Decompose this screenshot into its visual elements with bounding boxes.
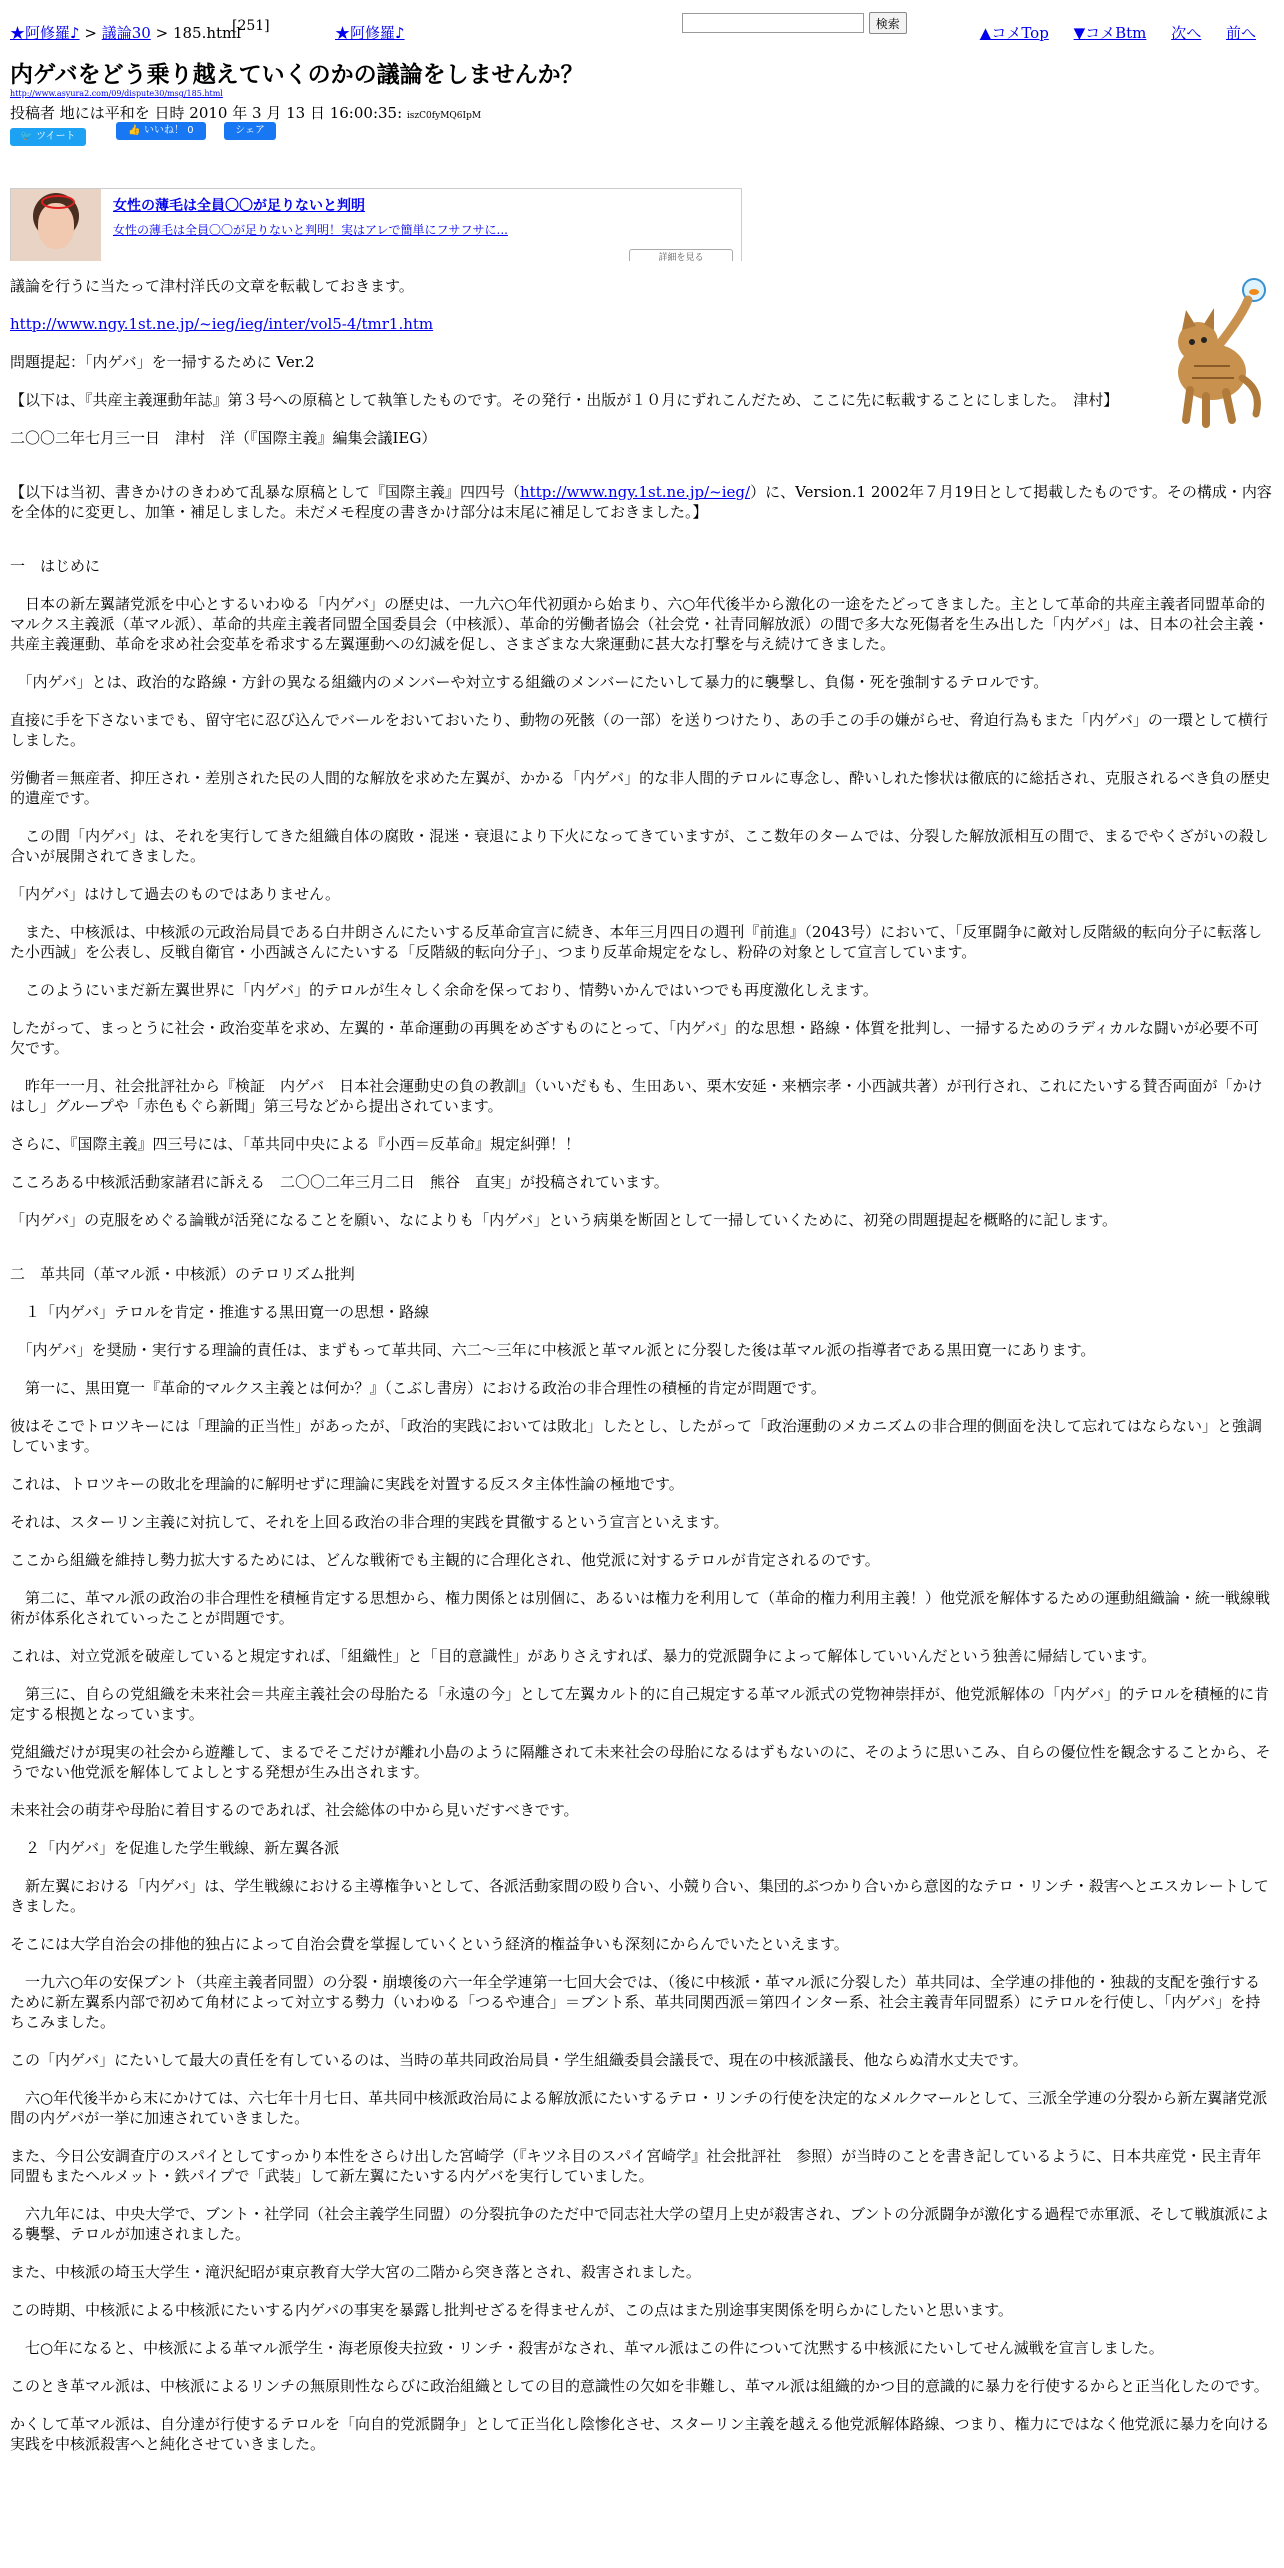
section-heading: 二 革共同（革マル派・中核派）のテロリズム批判 <box>10 1265 355 1283</box>
ad-banner[interactable] <box>10 188 742 261</box>
breadcrumb-home-link[interactable]: ★阿修羅♪ <box>10 24 80 42</box>
subsection-heading: １「内ゲバ」テロルを肯定・推進する黒田寛一の思想・路線 <box>10 1303 430 1321</box>
post-meta <box>10 102 481 123</box>
next-link[interactable]: 次へ <box>1171 24 1202 42</box>
like-label: いいね！ 0 <box>144 125 194 136</box>
paragraph: かくして革マル派は、自分達が行使するテロルを「向自的党派闘争」として正当化し陰惨化させ、スターリン主義を越える他党派解体路線、つまり、権力にではなく他党派に暴力を向ける実践を中核派殺害へと純化させていきました。 <box>10 2415 1270 2453</box>
thumbs-up-icon: 👍 <box>128 125 141 136</box>
paragraph: また、中核派の埼玉大学生・滝沢紀昭が東京教育大学大宮の二階から突き落とされ、殺害されました。 <box>10 2263 701 2281</box>
source-link[interactable]: http://www.ngy.1st.ne.jp/~ieg/ieg/inter/vol5-4/tmr1.htm <box>10 315 434 333</box>
paragraph: 第一に、黒田寛一『革命的マルクス主義とは何か？』（こぶし書房）における政治の非合理性の積極的肯定が問題です。 <box>10 1379 826 1397</box>
ad-image <box>11 189 101 261</box>
paragraph: また、中核派は、中核派の元政治局員である白井朗さんにたいする反革命宣言に続き、本年三月四日の週刊『前進』（2043号）において、「反軍闘争に敵対し反階級的転向分子に転落した小西誠」を公表し、反戦自衛官・小西誠さんにたいする「反階級的転向分子」、つまり反革命規定をなし、粉砕の対象として宣言しています。 <box>10 923 1263 961</box>
tweet-label: ツイート <box>36 131 76 142</box>
paragraph: これは、トロツキーの敗北を理論的に解明せずに理論に実践を対置する反スタ主体性論の極地です。 <box>10 1475 684 1493</box>
paragraph-text: 【以下は当初、書きかけのきわめて乱暴な原稿として『国際主義』四四号（ <box>10 483 521 501</box>
page-title: 内ゲバをどう乗り越えていくのかの議論をしませんか？ <box>10 61 584 88</box>
paragraph: 党組織だけが現実の社会から遊離して、まるでそこだけが離れ小島のように隔離されて未来社会の母胎になるはずもないのに、そのように思いこみ、自らの優位性を観念することから、そうでない他党派を解体してよしとする発想が生み出されます。 <box>10 1743 1271 1781</box>
paragraph: このとき革マル派は、中核派によるリンチの無原則性ならびに政治組織としての目的意識性の欠如を非難し、革マル派は組織的かつ目的意識的に暴力を行使するからと正当化したのです。 <box>10 2377 1269 2395</box>
breadcrumb-file: 185.html <box>172 24 242 42</box>
paragraph <box>10 314 1142 334</box>
post-count: [251] <box>232 18 270 34</box>
comment-bottom-link[interactable]: ▼コメBtm <box>1073 24 1147 42</box>
paragraph: 議論を行うに当たって津村洋氏の文章を転載しておきます。 <box>10 277 414 295</box>
paragraph: 問題提起：「内ゲバ」を一掃するために Ver.2 <box>10 353 315 371</box>
paragraph: 直接に手を下さないまでも、留守宅に忍び込んでバールをおいておいたり、動物の死骸（の一部）を送りつけたり、あの手この手の嫌がらせ、脅迫行為もまた「内ゲバ」の一環として横行しました。 <box>10 711 1268 749</box>
post-body <box>10 276 1272 2472</box>
paragraph: 六九年には、中央大学で、ブント・社学同（社会主義学生同盟）の分裂抗争のただ中で同志社大学の望月上史が殺害され、ブントの分派闘争が激化する過程で赤軍派、そして戦旗派による襲撃、テロルが加速されました。 <box>10 2205 1270 2243</box>
paragraph: 新左翼における「内ゲバ」は、学生戦線における主導権争いとして、各派活動家間の殴り合い、小競り合い、集団的ぶつかり合いから意図的なテロ・リンチ・殺害へとエスカレートしてきました。 <box>10 1877 1269 1915</box>
paragraph: 「内ゲバ」の克服をめぐる論戦が活発になることを願い、なによりも「内ゲバ」という病巣を断固として一掃していくために、初発の問題提起を概略的に記します。 <box>10 1211 1118 1229</box>
paragraph: 日本の新左翼諸党派を中心とするいわゆる「内ゲバ」の歴史は、一九六○年代初頭から始まり、六○年代後半から激化の一途をたどってきました。主として革命的共産主義者同盟革命的マルクス主義派（革マル派）、革命的共産主義者同盟全国委員会（中核派）、革命的労働者協会（社会党・社青同解放派）の間で多大な死傷者を生み出した「内ゲバ」は、日本の社会主義・共産主義運動、革命を求め社会変革を希求する左翼運動への幻滅を促し、さまざまな大衆運動に甚大な打撃を与え続けてきました。 <box>10 595 1269 653</box>
breadcrumb-board-link[interactable]: 議論30 <box>101 24 151 42</box>
poster-id: iszC0fyMQ6IpM <box>406 111 482 121</box>
breadcrumb-separator: > <box>84 24 97 42</box>
paragraph: そこには大学自治会の排他的独占によって自治会費を掌握していくという経済的権益争いも深刻にからんでいたといえます。 <box>10 1935 849 1953</box>
paragraph: 昨年一一月、社会批評社から『検証 内ゲバ 日本社会運動史の負の教訓』（いいだもも、生田あい、栗木安延・来栖宗孝・小西誠共著）が刊行され、これにたいする賛否両面が「かけはし」グループや「赤色もぐら新聞」第三号などから提出されています。 <box>10 1077 1263 1115</box>
comment-nav <box>960 22 1256 43</box>
paragraph <box>10 482 1272 522</box>
tweet-button[interactable] <box>10 128 86 146</box>
paragraph: 「内ゲバ」とは、政治的な路線・方針の異なる組織内のメンバーや対立する組織のメンバーにたいして暴力的に襲撃し、負傷・死を強制するテロルです。 <box>10 673 1049 691</box>
paragraph-text: ）に、Version.1 2002年７月19日として掲載したものです。その構成・内容を全体的に変更し、加筆・補足しました。未だメモ程度の書きかけ部分は末尾に補足しておきました。】 <box>10 483 1272 521</box>
paragraph: 第三に、自らの党組織を未来社会＝共産主義社会の母胎たる「永遠の今」として左翼カルト的に自己規定する革マル派式の党物神崇拝が、他党派解体の「内ゲバ」的テロルを積極的に肯定する根拠となっています。 <box>10 1685 1270 1723</box>
share-button[interactable]: シェア <box>224 122 276 140</box>
paragraph: 七○年になると、中核派による革マル派学生・海老原俊夫拉致・リンチ・殺害がなされ、革マル派はこの件について沈黙する中核派にたいしてせん滅戦を宣言しました。 <box>10 2339 1164 2357</box>
ad-highlight-circle <box>41 195 75 209</box>
ad-title-link[interactable]: 女性の薄毛は全員〇〇が足りないと判明 <box>113 198 365 214</box>
paragraph: 労働者＝無産者、抑圧され・差別された民の人間的な解放を求めた左翼が、かかる「内ゲバ」的な非人間的テロルに専念し、酔いしれた惨状は徹底的に総括され、克服されるべき負の歴史的遺産です。 <box>10 769 1271 807</box>
home-link[interactable]: ★阿修羅♪ <box>335 24 405 42</box>
paragraph: これは、対立党派を破産していると規定すれば、「組織性」と「目的意識性」がありさえすれば、暴力的党派闘争によって解体していいんだという独善に帰結しています。 <box>10 1647 1157 1665</box>
like-button[interactable] <box>116 122 206 140</box>
prev-link[interactable]: 前へ <box>1225 24 1256 42</box>
post-meta-text: 投稿者 地には平和を 日時 2010 年 3 月 13 日 16:00:35: <box>10 104 407 122</box>
ad-description-link[interactable]: 女性の薄毛は全員〇〇が足りないと判明！実はアレで簡単にフサフサに... <box>113 223 508 237</box>
paragraph: 「内ゲバ」を奨励・実行する理論的責任は、まずもって革共同、六二～三年に中核派と革マル派とに分裂した後は革マル派の指導者である黒田寛一にあります。 <box>10 1341 1096 1359</box>
paragraph: また、今日公安調査庁のスパイとしてすっかり本性をさらけ出した宮崎学（『キツネ目のスパイ宮崎学』社会批評社 参照）が当時のことを書き記しているように、日本共産党・民主青年同盟もまたヘルメット・鉄パイプで「武装」して新左翼にたいする内ゲバを実行していました。 <box>10 2147 1262 2185</box>
breadcrumb-separator: > <box>155 24 169 42</box>
section-heading: 一 はじめに <box>10 557 101 575</box>
paragraph: 一九六○年の安保ブント（共産主義者同盟）の分裂・崩壊後の六一年全学連第一七回大会では、（後に中核派・革マル派に分裂した）革共同は、全学連の排他的・独裁的支配を強行するために新左翼系内部で初めて角材によって対立する勢力（いわゆる「つるや連合」＝ブント系、革共同関西派＝第四インター系、社会主義青年同盟系）にテロルを行使し、「内ゲバ」を持ちこみました。 <box>10 1973 1261 2031</box>
paragraph: 二〇〇二年七月三一日 津村 洋（『国際主義』編集会議IEG） <box>10 429 437 447</box>
paragraph: この時期、中核派による中核派にたいする内ゲバの事実を暴露し批判せざるを得ませんが、この点はまた別途事実関係を明らかにしたいと思います。 <box>10 2301 1013 2319</box>
paragraph: 【以下は、『共産主義運動年誌』第３号への原稿として執筆したものです。その発行・出版が１０月にずれこんだため、ここに先に転載することにしました。 津村】 <box>10 391 1119 409</box>
paragraph: ここから組織を維持し勢力拡大するためには、どんな戦術でも主観的に合理化され、他党派に対するテロルが肯定されるのです。 <box>10 1551 880 1569</box>
paragraph: 未来社会の萌芽や母胎に着目するのであれば、社会総体の中から見いだすべきです。 <box>10 1801 579 1819</box>
paragraph: 「内ゲバ」はけして過去のものではありません。 <box>10 885 341 903</box>
post-url-link[interactable]: http://www.asyura2.com/09/dispute30/msg/185.html <box>10 89 223 98</box>
search-input[interactable] <box>682 13 864 33</box>
paragraph: 彼はそこでトロツキーには「理論的正当性」があったが、「政治的実践においては敗北」したとし、したがって「政治運動のメカニズムの非合理的側面を決して忘れてはならない」と強調しています。 <box>10 1417 1263 1455</box>
ad-details-button[interactable]: 詳細を見る <box>629 249 733 261</box>
paragraph: 第二に、革マル派の政治の非合理性を積極肯定する思想から、権力関係とは別個に、あるいは権力を利用して（革命的権力利用主義！）他党派を解体するための運動組織論・統一戦線戦術が体系化されていったことが問題です。 <box>10 1589 1271 1627</box>
top-bar <box>10 16 1274 52</box>
ieg-link[interactable]: http://www.ngy.1st.ne.jp/~ieg/ <box>520 483 751 501</box>
paragraph: このようにいまだ新左翼世界に「内ゲバ」的テロルが生々しく余命を保っており、情勢いかんではいつでも再度激化しえます。 <box>10 981 878 999</box>
ad-face-shape <box>38 203 74 249</box>
twitter-icon: 🐦 <box>20 131 33 142</box>
comment-top-link[interactable]: ▲コメTop <box>979 24 1049 42</box>
paragraph: この間「内ゲバ」は、それを実行してきた組織自体の腐敗・混迷・衰退により下火になってきていますが、ここ数年のタームでは、分裂した解放派相互の間で、まるでやくざがいの殺し合いが展開されてきました。 <box>10 827 1269 865</box>
paragraph: したがって、まっとうに社会・政治変革を求め、左翼的・革命運動の再興をめざすものにとって、「内ゲバ」的な思想・路線・体質を批判し、一掃するためのラディカルな闘いが必要不可欠です。 <box>10 1019 1259 1057</box>
breadcrumb <box>10 22 241 43</box>
paragraph: こころある中核派活動家諸君に訴える 二〇〇二年三月二日 熊谷 直実」が投稿されています。 <box>10 1173 669 1191</box>
subsection-heading: ２「内ゲバ」を促進した学生戦線、新左翼各派 <box>10 1839 340 1857</box>
search-form <box>682 12 907 34</box>
paragraph: それは、スターリン主義に対抗して、それを上回る政治の非合理的実践を貫徹するという宣言といえます。 <box>10 1513 729 1531</box>
paragraph: 六○年代後半から末にかけては、六七年十月七日、革共同中核派政治局による解放派にたいするテロ・リンチの行使を決定的なメルクマールとして、三派全学連の分裂から新左翼諸党派間の内ゲバが一挙に加速されていきました。 <box>10 2089 1268 2127</box>
search-button[interactable]: 検索 <box>869 12 907 34</box>
paragraph: さらに、『国際主義』四三号には、「革共同中央による『小西＝反革命』規定糾弾！！ <box>10 1135 581 1153</box>
paragraph: この「内ゲバ」にたいして最大の責任を有しているのは、当時の革共同政治局員・学生組織委員会議長で、現在の中核派議長、他ならぬ清水丈夫です。 <box>10 2051 1028 2069</box>
